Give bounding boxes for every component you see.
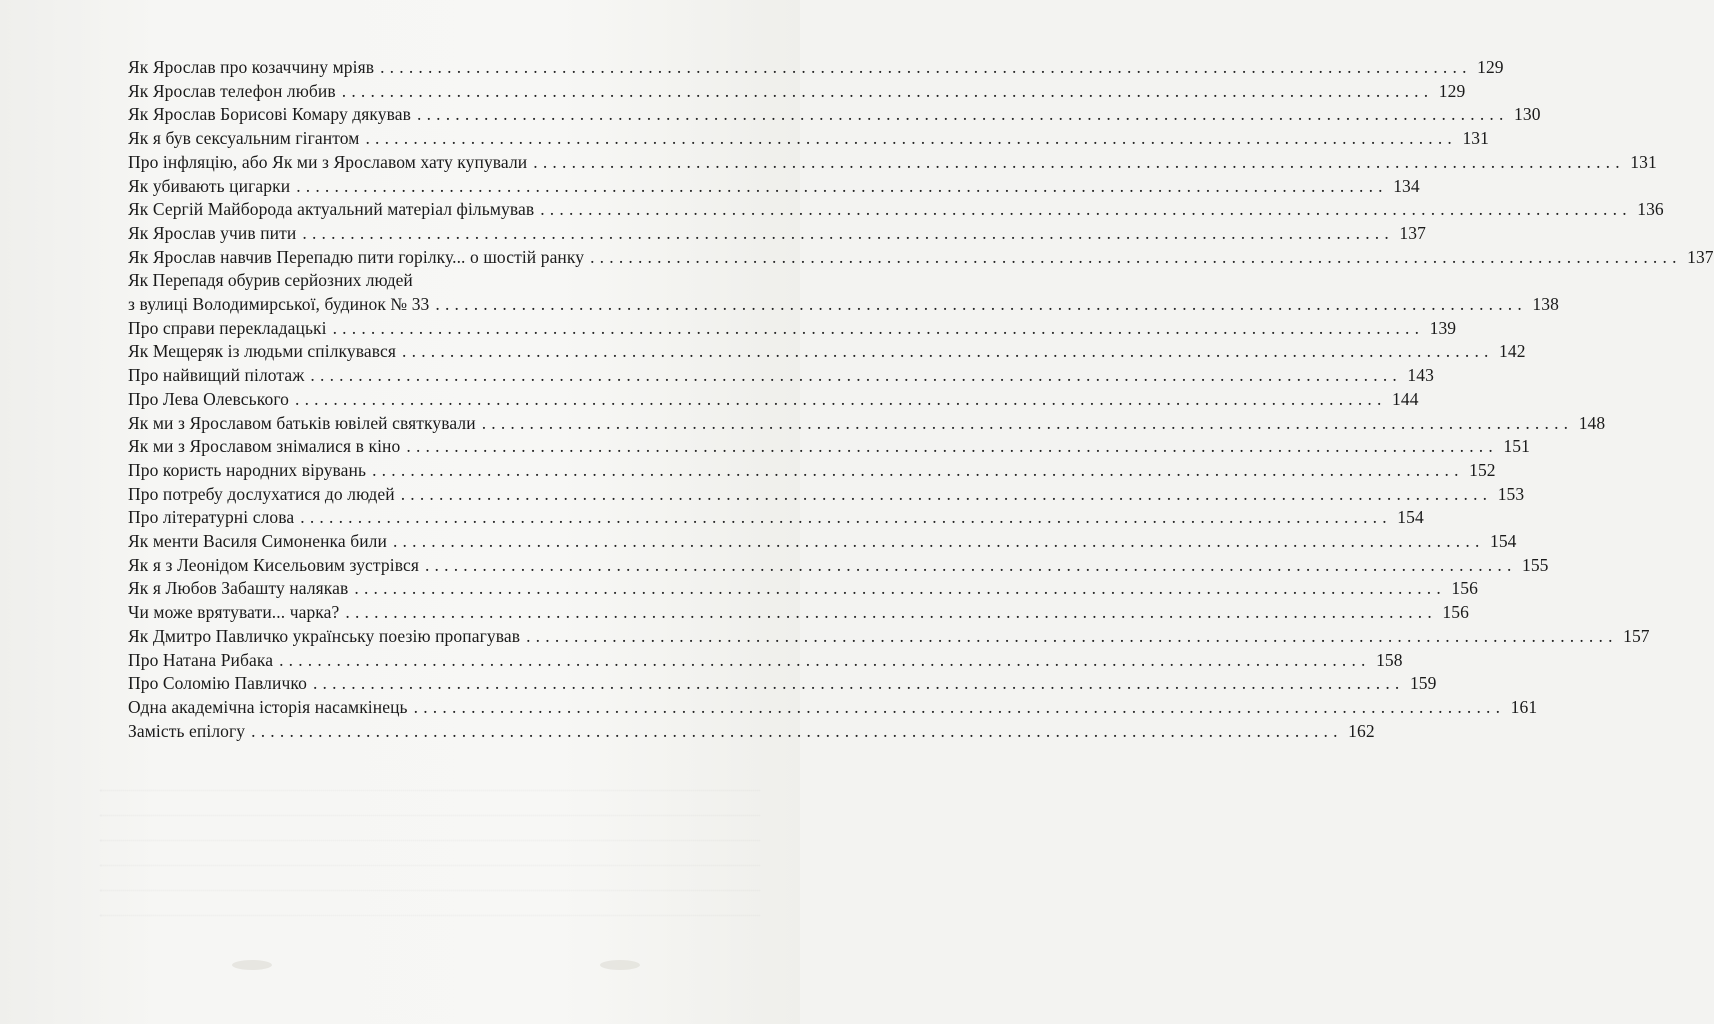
toc-entry-title: Як Ярослав Борисові Комару дякував	[128, 104, 411, 125]
toc-entry-page: 138	[1532, 294, 1559, 315]
toc-entry	[128, 435, 1530, 459]
toc-entry-title: Як Ярослав навчив Перепадю пити горілку... о шостій ранку	[128, 246, 585, 267]
toc-entry	[128, 56, 1504, 80]
toc-entry	[128, 388, 1419, 412]
dot-leader: ..................................................................................................................	[392, 531, 1485, 552]
toc-entry-page: 129	[1438, 80, 1466, 101]
toc-entry	[128, 246, 1714, 270]
toc-entry-title: Про Соломію Павличко	[128, 673, 307, 694]
toc-entry-page: 129	[1477, 57, 1504, 77]
toc-entry-title: Як Ярослав телефон любив	[128, 80, 336, 101]
dot-leader: ..................................................................................................................	[302, 222, 1394, 243]
toc-entry	[128, 151, 1657, 175]
toc-entry-page: 143	[1407, 365, 1434, 386]
dot-leader: ..................................................................................................................	[481, 412, 1574, 433]
toc-entry-title: Про справи перекладацькі	[128, 317, 327, 338]
toc-entry-page: 137	[1687, 246, 1714, 267]
toc-entry-page: 155	[1521, 554, 1549, 575]
toc-entry	[128, 530, 1517, 554]
toc-entry	[128, 601, 1469, 625]
toc-entry-page: 148	[1578, 412, 1606, 433]
toc-entry-page: 136	[1637, 199, 1664, 220]
toc-entry	[128, 222, 1426, 246]
table-of-contents	[128, 56, 1714, 743]
toc-entry-page: 156	[1442, 602, 1469, 623]
dot-leader: ..................................................................................................................	[295, 388, 1387, 409]
toc-entry-title: Як Дмитро Павличко українську поезію пропагував	[128, 625, 521, 646]
toc-entry	[128, 483, 1525, 507]
dot-leader: ..................................................................................................................	[332, 317, 1425, 338]
toc-entry-title: Про Натана Рибака	[128, 649, 274, 670]
toc-entry-title: Про Лева Олевського	[128, 388, 290, 409]
toc-entry	[128, 506, 1424, 530]
toc-entry-page: 131	[1462, 128, 1490, 149]
toc-entry-page: 154	[1397, 507, 1424, 528]
toc-entry	[128, 577, 1478, 601]
toc-entry-title-line-2: з вулиці Володимирської, будинок № 33	[128, 294, 430, 315]
toc-entry-page: 139	[1429, 317, 1457, 338]
toc-entry	[128, 625, 1650, 649]
toc-entry-page: 159	[1409, 673, 1437, 694]
toc-entry-title: Як убивають цигарки	[128, 175, 291, 196]
toc-entry-page: 131	[1630, 151, 1657, 172]
toc-entry-title: Про потребу дослухатися до людей	[128, 483, 395, 504]
dot-leader: ..................................................................................................................	[424, 554, 1517, 575]
faint-ornament	[232, 960, 272, 970]
toc-entry-page: 130	[1514, 104, 1541, 125]
dot-leader: ..................................................................................................................	[251, 720, 1343, 741]
toc-entry	[128, 412, 1606, 436]
toc-entry	[128, 317, 1457, 341]
toc-entry-title: Про найвищий пілотаж	[128, 365, 305, 386]
toc-entry-title: Про літературні слова	[128, 507, 295, 528]
toc-entry-title: Як я з Леонідом Кисельовим зустрівся	[128, 554, 419, 575]
toc-entry-page: 152	[1469, 459, 1496, 480]
dot-leader: ..................................................................................................................	[296, 175, 1388, 196]
toc-entry	[128, 554, 1549, 578]
dot-leader: ..................................................................................................................	[354, 578, 1446, 599]
dot-leader: ..................................................................................................................	[300, 507, 1392, 528]
dot-leader: ..................................................................................................................	[402, 341, 1494, 362]
toc-entry-title: Як я був сексуальним гігантом	[128, 128, 360, 149]
toc-entry	[128, 340, 1526, 364]
toc-entry-page: 162	[1348, 720, 1375, 741]
toc-entry-title: Як Ярослав учив пити	[128, 222, 297, 243]
toc-entry-page: 158	[1376, 649, 1403, 670]
dot-leader: ..................................................................................................................	[372, 459, 1464, 480]
toc-entry-page: 134	[1393, 175, 1420, 196]
toc-entry	[128, 80, 1466, 104]
toc-entry-page: 161	[1510, 696, 1538, 717]
toc-entry-title: Про інфляцію, або Як ми з Ярославом хату купували	[128, 151, 528, 172]
toc-entry-page: 154	[1489, 531, 1517, 552]
toc-entry-title: Як я Любов Забашту налякав	[128, 578, 349, 599]
toc-entry	[128, 293, 1559, 317]
dot-leader: ..................................................................................................................	[526, 625, 1618, 646]
toc-entry-title-line-1: Як Перепадя обурив серйозних людей	[128, 270, 413, 291]
toc-entry-page: 142	[1499, 341, 1526, 362]
dot-leader: ..................................................................................................................	[400, 483, 1493, 504]
reverse-side-bleed-through	[100, 770, 760, 930]
dot-leader: ..................................................................................................................	[310, 365, 1402, 386]
dot-leader: ..................................................................................................................	[540, 199, 1632, 220]
toc-entry-title: Одна академічна історія насамкінець	[128, 696, 408, 717]
toc-entry-title: Як ми з Ярославом знімалися в кіно	[128, 436, 401, 457]
toc-entry	[128, 364, 1434, 388]
toc-entry-page: 151	[1503, 436, 1530, 457]
dot-leader: ..................................................................................................................	[417, 104, 1509, 125]
toc-entry	[128, 720, 1375, 744]
toc-entry	[128, 103, 1541, 127]
toc-entry-page: 156	[1451, 578, 1478, 599]
dot-leader: ..................................................................................................................	[279, 649, 1371, 670]
dot-leader: ..................................................................................................................	[341, 80, 1434, 101]
toc-entry-page: 137	[1399, 222, 1426, 243]
toc-entry-page: 153	[1497, 483, 1525, 504]
toc-entry-title: Замість епілогу	[128, 720, 246, 741]
toc-entry-title: Як ми з Ярославом батьків ювілей святкували	[128, 412, 476, 433]
toc-entry	[128, 672, 1437, 696]
toc-entry	[128, 175, 1420, 199]
toc-entry	[128, 459, 1496, 483]
toc-entry-title: Про користь народних вірувань	[128, 459, 367, 480]
dot-leader: ..................................................................................................................	[413, 696, 1506, 717]
toc-entry	[128, 649, 1403, 673]
toc-entry-title: Як Мещеряк із людьми спілкувався	[128, 341, 397, 362]
toc-entry	[128, 696, 1538, 720]
toc-entry-title: Як менти Василя Симоненка били	[128, 531, 387, 552]
dot-leader: ..................................................................................................................	[533, 151, 1625, 172]
dot-leader: ..................................................................................................................	[365, 128, 1458, 149]
dot-leader: ..................................................................................................................	[345, 602, 1437, 623]
toc-entry	[128, 127, 1490, 151]
dot-leader: ..................................................................................................................	[380, 57, 1472, 77]
dot-leader: ..................................................................................................................	[435, 294, 1527, 315]
faint-ornament	[600, 960, 640, 970]
dot-leader: ..................................................................................................................	[312, 673, 1405, 694]
toc-entry-title: Чи може врятувати... чарка?	[128, 602, 340, 623]
toc-entry	[128, 198, 1664, 222]
toc-entry-page: 144	[1392, 388, 1419, 409]
toc-entry-page: 157	[1623, 625, 1650, 646]
toc-entry-title: Як Ярослав про козаччину мріяв	[128, 57, 375, 77]
dot-leader: ..................................................................................................................	[590, 246, 1682, 267]
dot-leader: ..................................................................................................................	[406, 436, 1498, 457]
toc-entry-title: Як Сергій Майборода актуальний матеріал фільмував	[128, 199, 535, 220]
